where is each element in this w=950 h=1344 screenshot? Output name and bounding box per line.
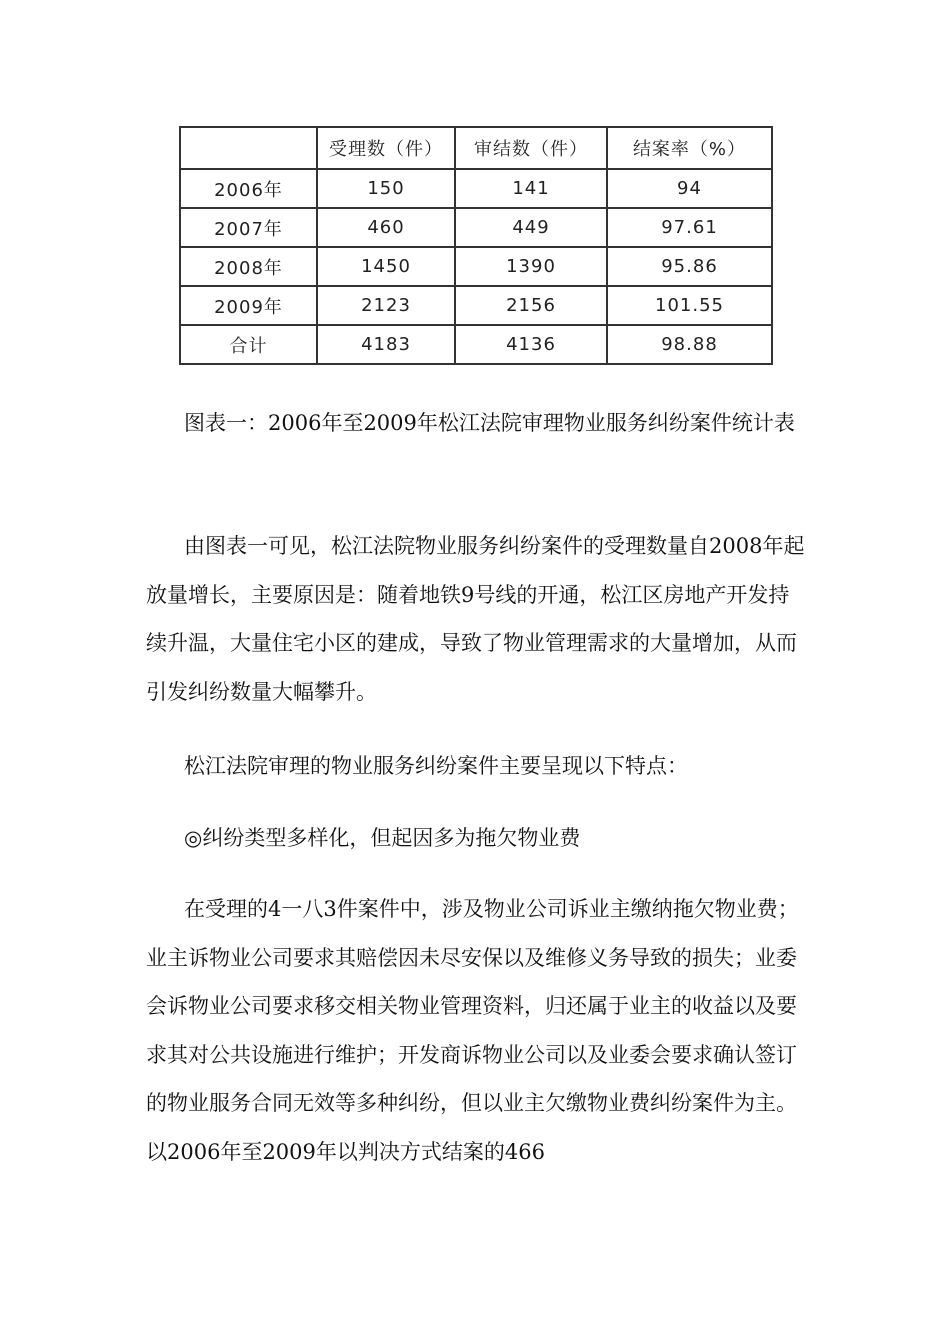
cell-accepted: 150 <box>317 169 455 208</box>
paragraph-feature-heading: ◎纠纷类型多样化，但起因多为拖欠物业费 <box>184 826 581 850</box>
table-total-row <box>180 325 772 364</box>
header-empty <box>180 127 317 169</box>
cell-accepted: 460 <box>317 208 455 247</box>
cell-year: 2006年 <box>180 169 317 208</box>
header-accepted: 受理数（件） <box>317 127 455 169</box>
cell-year: 2009年 <box>180 286 317 325</box>
paragraph-features-intro: 松江法院审理的物业服务纠纷案件主要呈现以下特点： <box>184 754 688 778</box>
table-row <box>180 208 772 247</box>
paragraph-dispute-types: 在受理的4一八3件案件中，涉及物业公司诉业主缴纳拖欠物业费；业主诉物业公司要求其赔偿因未尽安保以及维修义务导致的损失；业委会诉物业公司要求移交相关物业管理资料，归还属于业主的收益以及要求其对公共设施进行维护；开发商诉物业公司以及业委会要求确认签订的物业服务合同无效等多种纠纷，但以业主欠缴物业费纠纷案件为主。以2006年至2009年以判决方式结案的466 <box>146 897 799 1164</box>
cell-rate: 95.86 <box>607 247 772 286</box>
cell-concluded: 4136 <box>455 325 607 364</box>
cell-year: 合计 <box>180 325 317 364</box>
paragraph-growth: 由图表一可见，松江法院物业服务纠纷案件的受理数量自2008年起放量增长，主要原因是：随着地铁9号线的开通，松江区房地产开发持续升温，大量住宅小区的建成，导致了物业管理需求的大量增加，从而引发纠纷数量大幅攀升。 <box>146 534 805 704</box>
statistics-table <box>179 126 773 365</box>
cell-accepted: 2123 <box>317 286 455 325</box>
table-row <box>180 247 772 286</box>
cell-year: 2007年 <box>180 208 317 247</box>
cell-concluded: 1390 <box>455 247 607 286</box>
header-concluded: 审结数（件） <box>455 127 607 169</box>
cell-rate: 98.88 <box>607 325 772 364</box>
cell-concluded: 2156 <box>455 286 607 325</box>
cell-year: 2008年 <box>180 247 317 286</box>
table-row <box>180 169 772 208</box>
cell-accepted: 4183 <box>317 325 455 364</box>
cell-rate: 97.61 <box>607 208 772 247</box>
table-header-row <box>180 127 772 169</box>
header-rate: 结案率（%） <box>607 127 772 169</box>
cell-accepted: 1450 <box>317 247 455 286</box>
cell-rate: 101.55 <box>607 286 772 325</box>
table-caption: 图表一：2006年至2009年松江法院审理物业服务纠纷案件统计表 <box>184 411 795 435</box>
cell-concluded: 141 <box>455 169 607 208</box>
table-row <box>180 286 772 325</box>
cell-rate: 94 <box>607 169 772 208</box>
cell-concluded: 449 <box>455 208 607 247</box>
